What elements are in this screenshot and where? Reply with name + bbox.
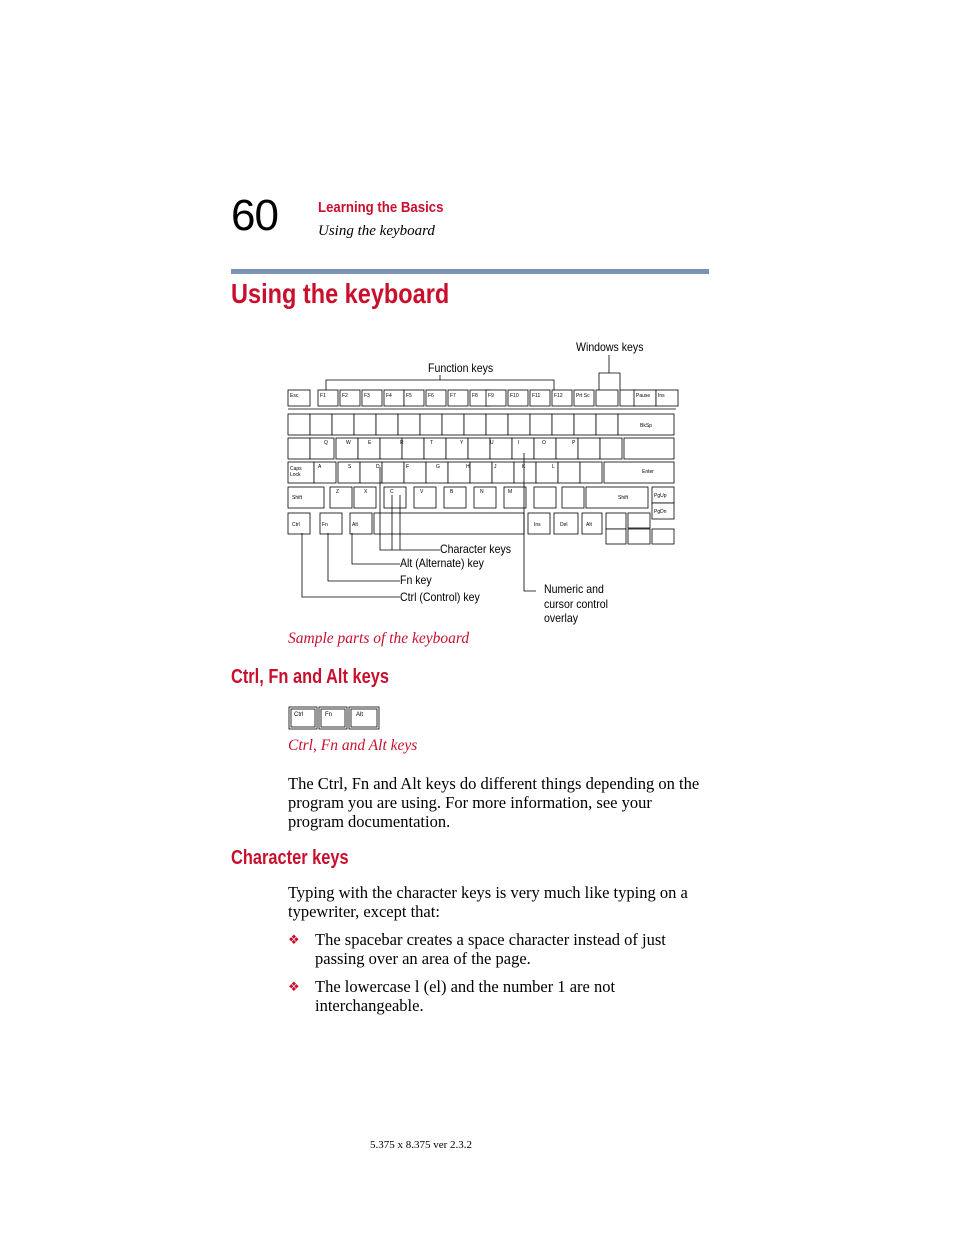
svg-text:D: D [376,464,380,470]
svg-text:Y: Y [460,440,464,446]
svg-text:Prt Sc: Prt Sc [576,393,590,399]
svg-text:N: N [480,489,484,495]
svg-text:X: X [364,489,368,495]
svg-text:F9: F9 [488,393,494,399]
svg-text:F6: F6 [428,393,434,399]
svg-text:U: U [490,440,494,446]
svg-text:A: A [318,464,322,470]
svg-text:B: B [450,489,454,495]
svg-text:Shift: Shift [618,495,629,501]
svg-text:I: I [518,440,520,446]
svg-text:Fn: Fn [322,522,328,528]
svg-text:S: S [348,464,352,470]
svg-text:Lock: Lock [290,472,301,478]
svg-text:L: L [552,464,555,470]
svg-text:Alt: Alt [352,522,358,528]
page-number: 60 [231,191,278,240]
svg-text:C: C [390,489,394,495]
svg-text:F1: F1 [320,393,326,399]
key-ctrl-label: Ctrl [294,712,304,718]
callout-alt-key: Alt (Alternate) key [400,556,484,570]
svg-text:F4: F4 [386,393,392,399]
bullet-icon: ❖ [288,932,300,947]
header-rule [231,269,709,274]
svg-text:O: O [542,440,546,446]
callout-character-keys: Character keys [440,542,512,556]
svg-text:J: J [494,464,497,470]
svg-text:M: M [508,489,513,495]
callout-ctrl-key: Ctrl (Control) key [400,590,480,604]
svg-text:Alt: Alt [586,522,592,528]
svg-text:Shift: Shift [292,495,303,501]
page-title: Using the keyboard [231,278,450,309]
svg-text:Ins: Ins [534,522,541,528]
heading-ctrl-fn-alt: Ctrl, Fn and Alt keys [231,666,389,688]
svg-text:Q: Q [324,440,328,446]
callout-fn-key: Fn key [400,573,432,587]
key-alt-label: Alt [356,712,364,718]
svg-text:F3: F3 [364,393,370,399]
ctrl-fn-alt-illustration [288,706,382,730]
callout-function-keys: Function keys [428,361,494,375]
chapter-title: Learning the Basics [318,199,444,216]
svg-text:F: F [406,464,410,470]
keyboard-figure [280,335,700,635]
svg-text:BkSp: BkSp [640,423,652,429]
svg-text:F12: F12 [554,393,563,399]
section-subtitle: Using the keyboard [318,223,435,239]
bullet-item-spacebar: The spacebar creates a space character instead of just passing over an area of the page. [315,930,666,968]
svg-text:Ctrl: Ctrl [292,522,300,528]
svg-text:T: T [430,440,434,446]
figure-caption-ctrl-fn-alt: Ctrl, Fn and Alt keys [288,737,418,754]
svg-text:W: W [346,440,351,446]
callout-numeric-line-3: overlay [544,611,579,625]
svg-text:E: E [368,440,372,446]
svg-text:H: H [466,464,470,470]
callout-numeric-line-1: Numeric and [544,582,604,596]
keyboard-illustration [280,335,700,635]
svg-text:Del: Del [560,522,568,528]
svg-text:F11: F11 [532,393,541,399]
svg-text:Pause: Pause [636,393,651,399]
paragraph-ctrl-fn-alt: The Ctrl, Fn and Alt keys do different things depending on the program you are using. For more information, see your program documentation. [288,774,700,831]
key-fn-label: Fn [325,712,333,718]
bullet-item-lowercase-l: The lowercase l (el) and the number 1 are not interchangeable. [315,977,616,1015]
svg-text:F7: F7 [450,393,456,399]
svg-text:Esc: Esc [290,393,299,399]
heading-character-keys: Character keys [231,847,349,869]
svg-text:PgUp: PgUp [654,493,667,499]
svg-text:Ins: Ins [658,393,665,399]
svg-text:V: V [420,489,424,495]
svg-text:G: G [436,464,440,470]
callout-numeric-line-2: cursor control [544,596,608,611]
bullet-icon: ❖ [288,979,300,994]
callout-numeric-overlay [544,582,608,626]
svg-text:Caps: Caps [290,466,302,472]
ctrl-fn-alt-keys-figure [288,706,382,730]
svg-text:K: K [522,464,526,470]
svg-text:F8: F8 [472,393,478,399]
svg-text:Z: Z [336,489,340,495]
callout-windows-keys: Windows keys [576,340,644,354]
svg-text:F2: F2 [342,393,348,399]
svg-text:F10: F10 [510,393,519,399]
svg-text:R: R [400,440,404,446]
svg-text:P: P [572,440,576,446]
svg-text:PgDn: PgDn [654,509,667,515]
figure-caption-keyboard: Sample parts of the keyboard [288,630,470,647]
footer-version: 5.375 x 8.375 ver 2.3.2 [370,1139,473,1151]
paragraph-character-keys: Typing with the character keys is very much like typing on a typewriter, except that: [288,883,688,921]
svg-text:F5: F5 [406,393,412,399]
svg-text:Enter: Enter [642,469,654,475]
